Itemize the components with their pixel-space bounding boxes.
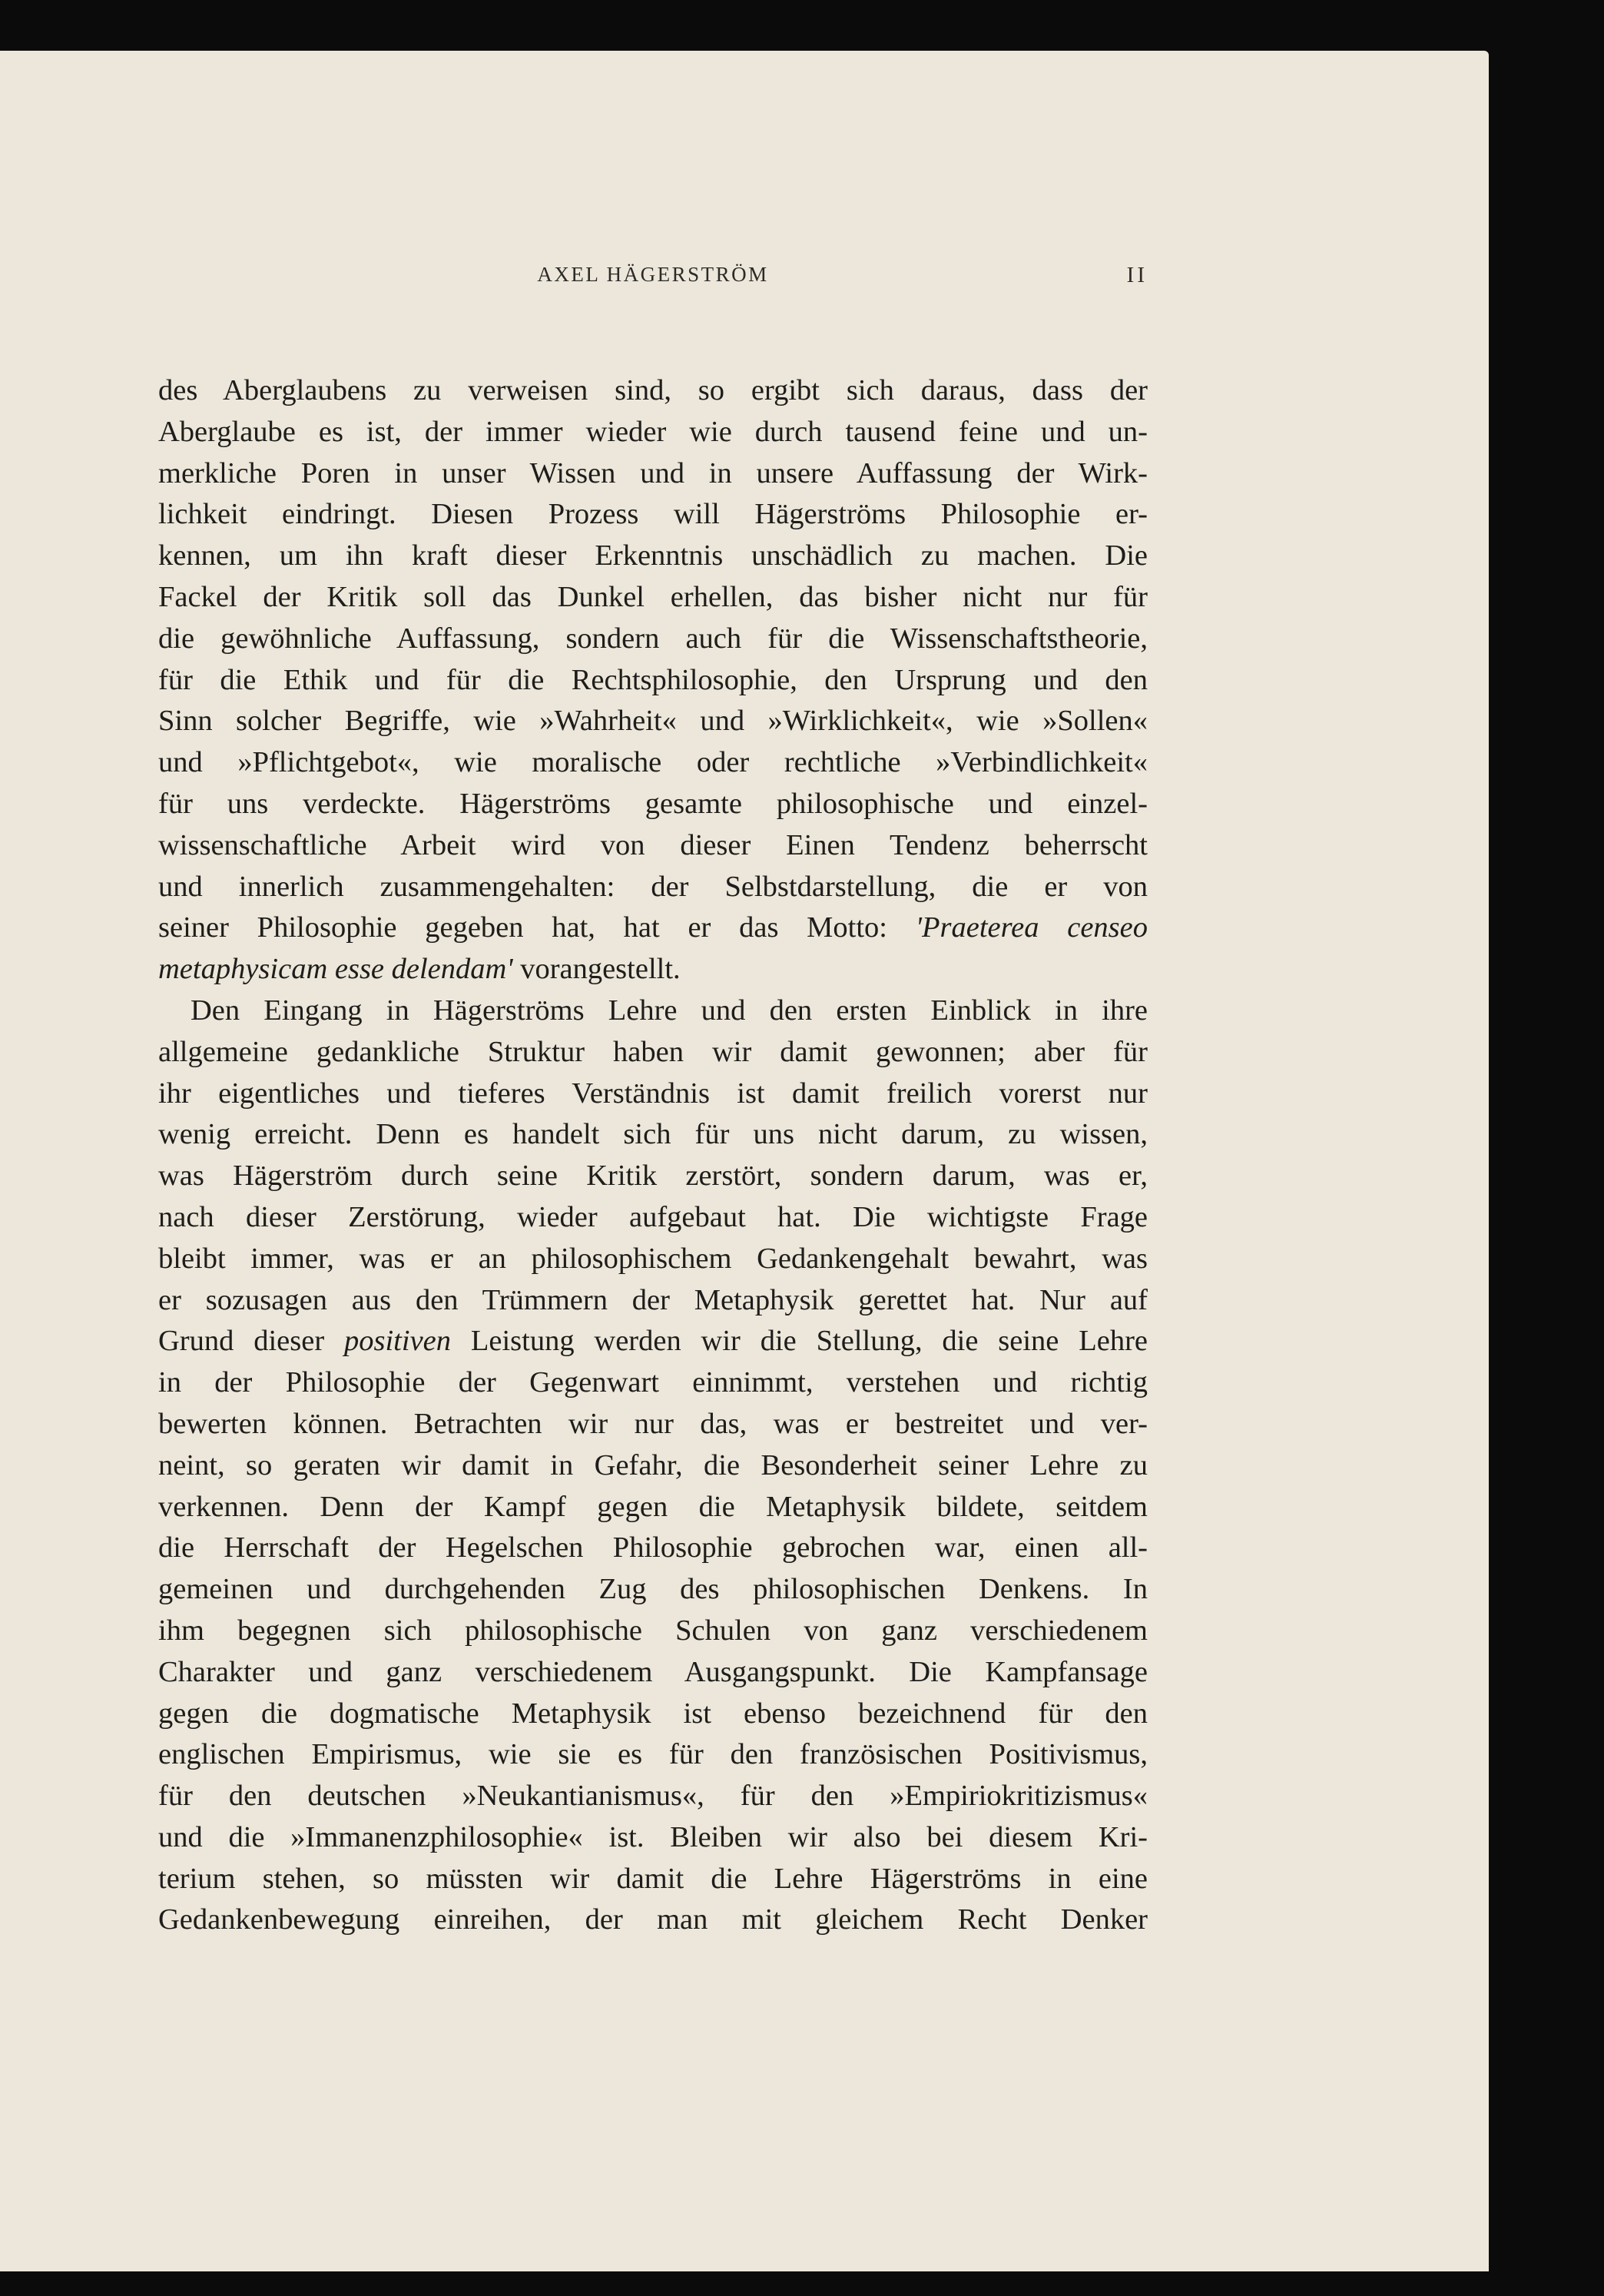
page-number: II: [1126, 263, 1148, 287]
text-line: Grund dieser positiven Leistung werden wir die Stellung, die seine Lehre: [158, 1325, 1148, 1358]
text-line: nach dieser Zerstörung, wieder aufgebaut hat. Die wichtigste Frage: [158, 1200, 1148, 1233]
paragraph-2: [158, 990, 1148, 1941]
text-line: und »Pflichtgebot«, wie moralische oder rechtliche »Verbindlichkeit«: [158, 746, 1148, 779]
italic-latin-motto: 'Praeterea censeo: [915, 911, 1148, 944]
running-header: [158, 263, 1148, 309]
text-line: er sozusagen aus den Trümmern der Metaphysik gerettet hat. Nur auf: [158, 1283, 1148, 1316]
running-title: AXEL HÄGERSTRÖM: [537, 263, 769, 286]
text-line: Aberglaube es ist, der immer wieder wie durch tausend feine und un-: [158, 415, 1148, 448]
text-line: und die »Immanenzphilosophie« ist. Bleiben wir also bei diesem Kri-: [158, 1820, 1148, 1853]
text-line: Charakter und ganz verschiedenem Ausgangspunkt. Die Kampfansage: [158, 1655, 1148, 1688]
text-line: neint, so geraten wir damit in Gefahr, die Besonderheit seiner Lehre zu: [158, 1448, 1148, 1481]
text-line: wissenschaftliche Arbeit wird von dieser Einen Tendenz beherrscht: [158, 828, 1148, 861]
italic-latin-motto: metaphysicam esse delendam': [158, 953, 513, 986]
text-line: terium stehen, so müssten wir damit die Lehre Hägerströms in eine: [158, 1862, 1148, 1895]
body-text: [158, 370, 1148, 1941]
text-line: seiner Philosophie gegeben hat, hat er das Motto: 'Praeterea censeo: [158, 911, 1148, 944]
text-line: für den deutschen »Neukantianismus«, für den »Empiriokritizismus«: [158, 1780, 1148, 1813]
text-line: was Hägerström durch seine Kritik zerstört, sondern darum, was er,: [158, 1160, 1148, 1193]
text-line: bleibt immer, was er an philosophischem Gedankengehalt bewahrt, was: [158, 1242, 1148, 1275]
text-line: und innerlich zusammengehalten: der Selbstdarstellung, die er von: [158, 870, 1148, 903]
text-line: ihm begegnen sich philosophische Schulen von ganz verschiedenem: [158, 1614, 1148, 1647]
text-line: allgemeine gedankliche Struktur haben wir damit gewonnen; aber für: [158, 1035, 1148, 1068]
text-line: verkennen. Denn der Kampf gegen die Metaphysik bildete, seitdem: [158, 1490, 1148, 1523]
text-line: des Aberglaubens zu verweisen sind, so ergibt sich daraus, dass der: [158, 374, 1148, 406]
paragraph-1: [158, 370, 1148, 990]
text-line: ihr eigentliches und tieferes Verständnis ist damit freilich vorerst nur: [158, 1077, 1148, 1110]
text-line: wenig erreicht. Denn es handelt sich für uns nicht darum, zu wissen,: [158, 1118, 1148, 1151]
text-line: lichkeit eindringt. Diesen Prozess will Hägerströms Philosophie er-: [158, 498, 1148, 531]
text-line: Sinn solcher Begriffe, wie »Wahrheit« und »Wirklichkeit«, wie »Sollen«: [158, 705, 1148, 738]
text-line: in der Philosophie der Gegenwart einnimmt, verstehen und richtig: [158, 1366, 1148, 1399]
text-line: englischen Empirismus, wie sie es für den französischen Positivismus,: [158, 1738, 1148, 1771]
italic-emphasis: positiven: [344, 1325, 451, 1358]
text-line: Fackel der Kritik soll das Dunkel erhellen, das bisher nicht nur für: [158, 580, 1148, 613]
text-line: Gedankenbewegung einreihen, der man mit gleichem Recht Denker: [158, 1903, 1148, 1936]
text-line: gegen die dogmatische Metaphysik ist ebenso bezeichnend für den: [158, 1697, 1148, 1730]
text-line: für uns verdeckte. Hägerströms gesamte philosophische und einzel-: [158, 787, 1148, 820]
text-line: für die Ethik und für die Rechtsphilosophie, den Ursprung und den: [158, 663, 1148, 696]
text-line: Den Eingang in Hägerströms Lehre und den ersten Einblick in ihre: [191, 994, 1148, 1027]
text-line: metaphysicam esse delendam' vorangestellt.: [158, 953, 681, 986]
text-line: gemeinen und durchgehenden Zug des philosophischen Denkens. In: [158, 1573, 1148, 1606]
text-line: kennen, um ihn kraft dieser Erkenntnis unschädlich zu machen. Die: [158, 539, 1148, 572]
text-line: merkliche Poren in unser Wissen und in unsere Auffassung der Wirk-: [158, 456, 1148, 489]
text-line: bewerten können. Betrachten wir nur das, was er bestreitet und ver-: [158, 1407, 1148, 1440]
text-line: die Herrschaft der Hegelschen Philosophie gebrochen war, einen all-: [158, 1531, 1148, 1564]
book-page: [0, 51, 1489, 2271]
text-line: die gewöhnliche Auffassung, sondern auch für die Wissenschaftstheorie,: [158, 622, 1148, 655]
